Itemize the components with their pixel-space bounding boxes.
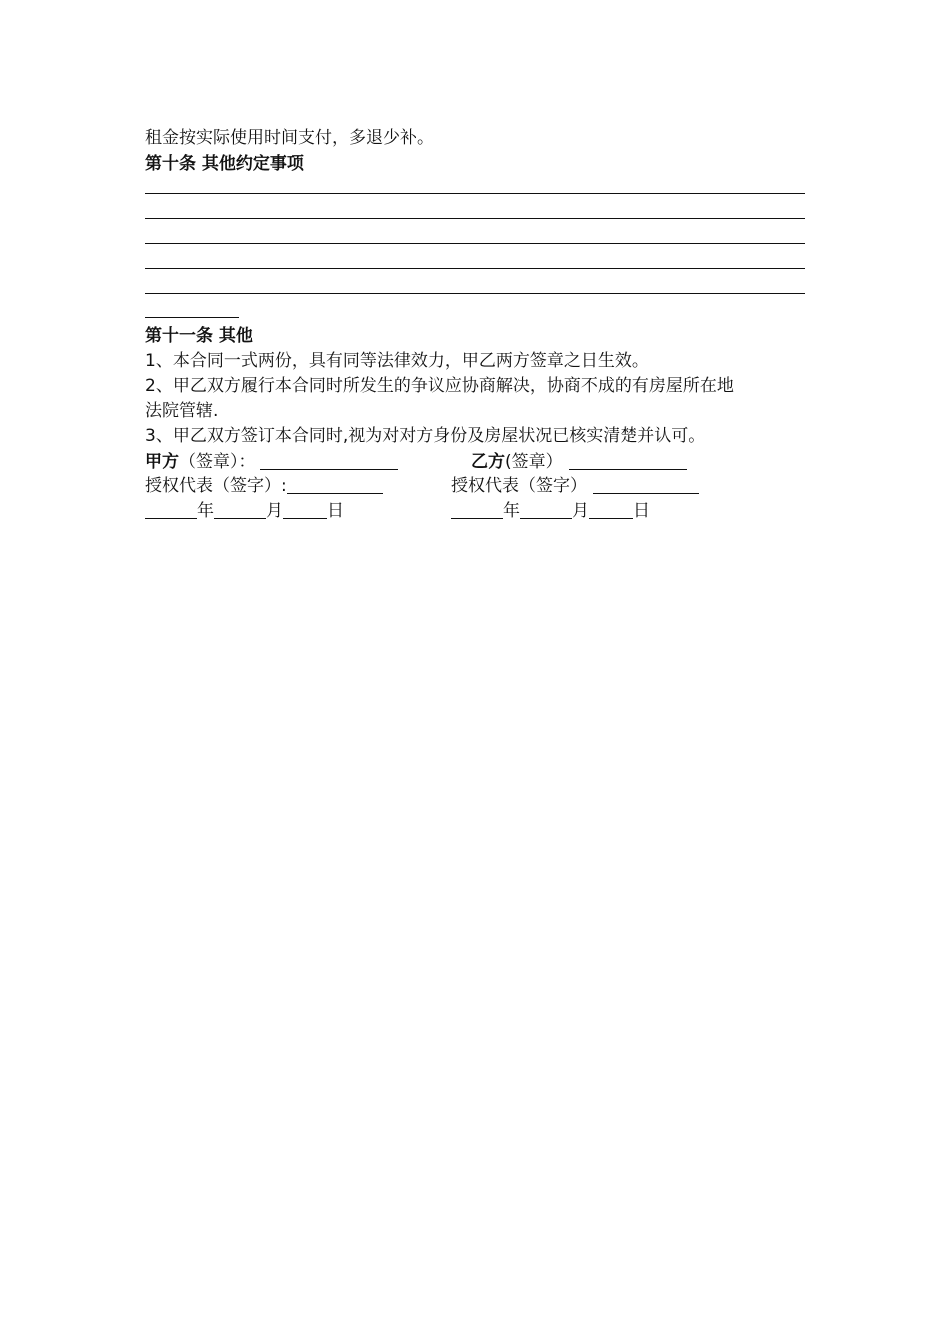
blank-line-3 — [145, 243, 805, 244]
blank-line-4 — [145, 268, 805, 269]
party-a-suffix: （签章）： — [179, 452, 256, 472]
party-a-month-blank[interactable] — [214, 501, 266, 519]
rep-a-label: 授权代表（签字）: — [145, 476, 287, 496]
party-b-label: 乙方 — [471, 452, 505, 472]
blank-line-2 — [145, 218, 805, 219]
party-a-signature-blank[interactable] — [260, 452, 398, 470]
party-a-label: 甲方 — [145, 452, 179, 472]
party-a-day-blank[interactable] — [283, 501, 327, 519]
month-label: 月 — [572, 501, 589, 521]
clause-2-line-1: 2、甲乙双方履行本合同时所发生的争议应协商解决，协商不成的有房屋所在地 — [145, 376, 734, 396]
party-b-representative — [451, 474, 699, 498]
month-label: 月 — [266, 501, 283, 521]
party-a-year-blank[interactable] — [145, 501, 197, 519]
clause-2-line-2: 法院管辖. — [145, 401, 219, 421]
party-b-year-blank[interactable] — [451, 501, 503, 519]
blank-line-5 — [145, 293, 805, 294]
party-b-signature — [471, 450, 687, 474]
day-label: 日 — [327, 501, 344, 521]
blank-line-6 — [145, 317, 239, 318]
article-10-heading: 第十条 其他约定事项 — [145, 154, 304, 174]
article-11-heading: 第十一条 其他 — [145, 326, 253, 346]
rep-b-signature-blank[interactable] — [593, 476, 699, 494]
party-b-suffix: (签章） — [505, 452, 563, 472]
party-b-day-blank[interactable] — [589, 501, 633, 519]
party-b-date — [451, 499, 650, 523]
party-a-date — [145, 499, 344, 523]
party-a-signature — [145, 450, 398, 474]
blank-line-1 — [145, 193, 805, 194]
year-label: 年 — [197, 501, 214, 521]
party-b-month-blank[interactable] — [520, 501, 572, 519]
rent-payment-note: 租金按实际使用时间支付，多退少补。 — [145, 128, 434, 148]
year-label: 年 — [503, 501, 520, 521]
party-b-signature-blank[interactable] — [569, 452, 687, 470]
rep-b-label: 授权代表（签字） — [451, 476, 587, 496]
clause-3: 3、甲乙双方签订本合同时,视为对对方身份及房屋状况已核实清楚并认可。 — [145, 426, 706, 446]
party-a-representative — [145, 474, 383, 498]
day-label: 日 — [633, 501, 650, 521]
clause-1: 1、本合同一式两份，具有同等法律效力，甲乙两方签章之日生效。 — [145, 351, 649, 371]
rep-a-signature-blank[interactable] — [287, 476, 383, 494]
